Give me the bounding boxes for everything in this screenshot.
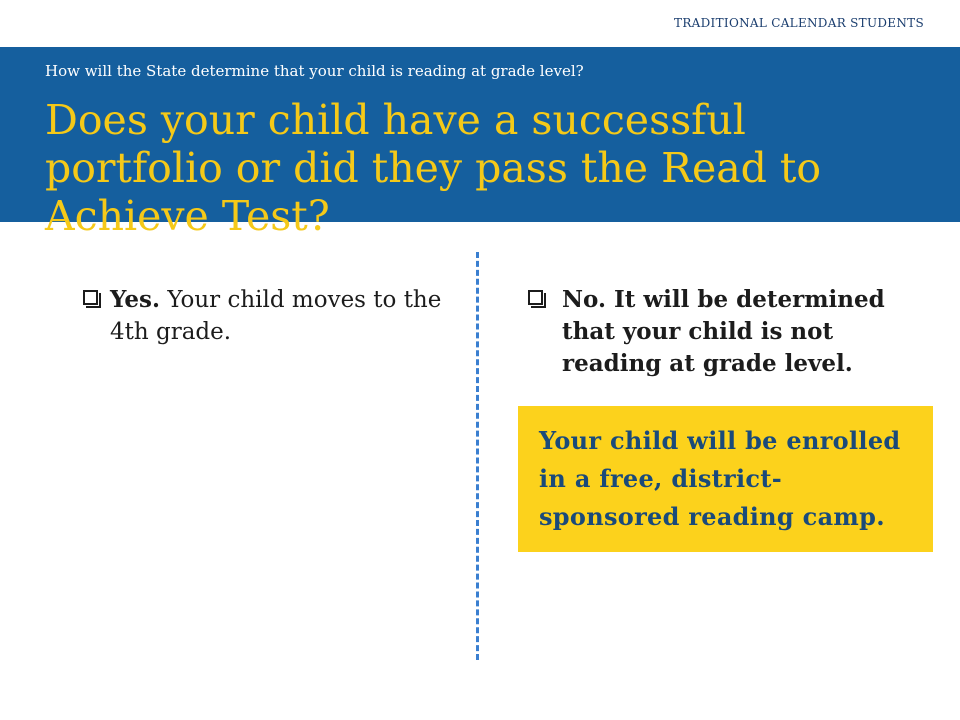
banner-question: How will the State determine that your child is reading at grade level? [45, 62, 584, 80]
reading-camp-text: Your child will be enrolled in a free, district-sponsored reading camp. [539, 426, 901, 531]
yes-bullet [83, 284, 480, 348]
checkbox-icon [83, 290, 98, 305]
page-title: Does your child have a successful portfolio or did they pass the Read to Achieve Test? [45, 96, 822, 240]
section-tag: TRADITIONAL CALENDAR STUDENTS [674, 16, 924, 30]
yes-bullet-text [110, 284, 480, 348]
no-bullet-text: No. It will be determined that your child is not reading at grade level. [562, 286, 885, 377]
no-bullet [528, 284, 932, 380]
yes-label: Yes. [110, 286, 161, 313]
yes-description: Your child moves to the 4th grade. [110, 287, 442, 345]
checkbox-icon [528, 290, 543, 305]
